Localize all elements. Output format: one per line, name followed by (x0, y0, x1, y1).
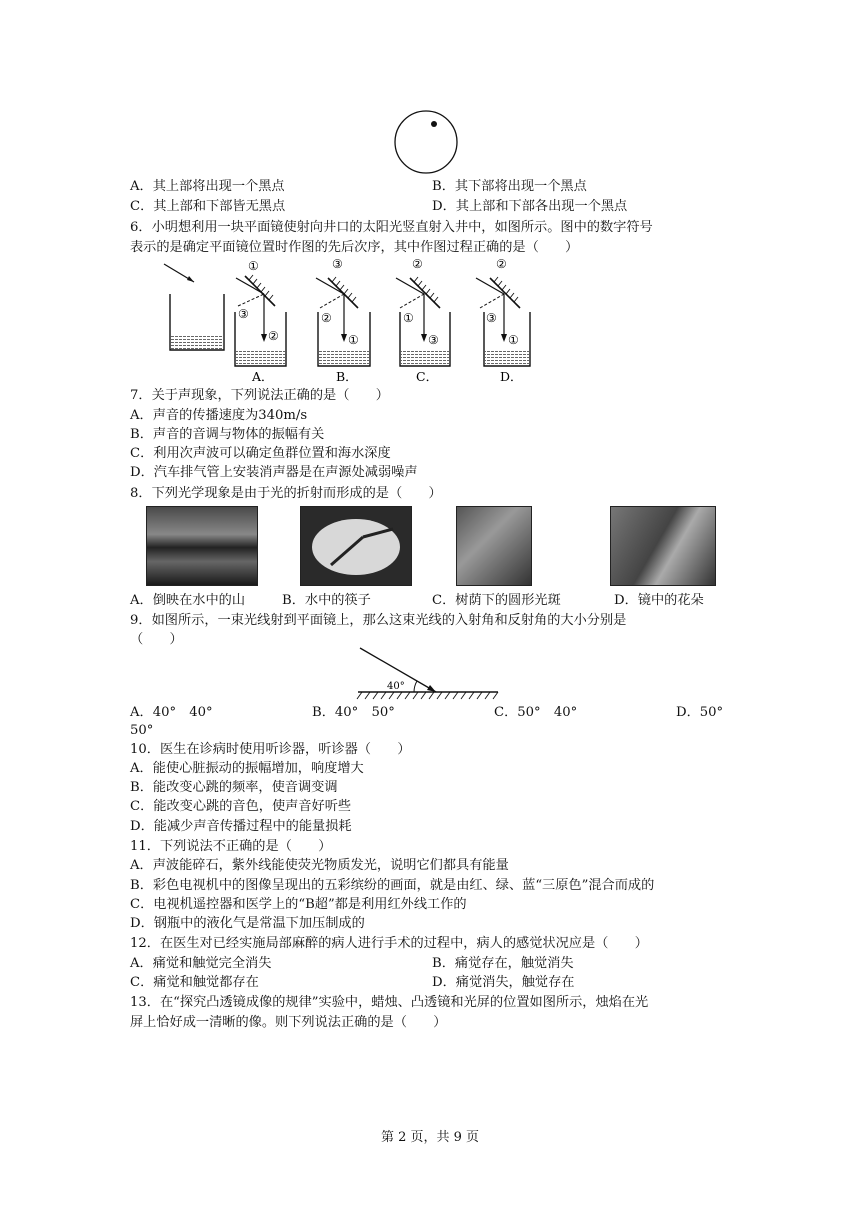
q8-photo-light-spots (456, 506, 532, 586)
q9-option-c: C．50° 40° (494, 705, 578, 720)
q7-option-a: A．声音的传播速度为340m/s (130, 408, 308, 423)
q6-a-mark-1: ① (248, 259, 259, 273)
q9-option-d: D．50° (676, 705, 724, 720)
q9-option-a: A．40° 40° (130, 705, 213, 720)
q6-d-mark-2: ③ (486, 311, 497, 325)
q8-option-d: D．镜中的花朵 (614, 593, 704, 608)
q9-stem-paren: （ ） (130, 632, 183, 647)
q6-label-c: C． (416, 369, 439, 384)
q9-stem: 9．如图所示，一束光线射到平面镜上，那么这束光线的入射角和反射角的大小分别是 (130, 613, 627, 628)
q11-option-a: A．声波能碎石，紫外线能使荧光物质发光，说明它们都具有能量 (130, 858, 509, 873)
q11-option-c: C．电视机遥控器和医学上的“B超”都是利用红外线工作的 (130, 897, 467, 912)
q5-option-d: D．其上部和下部各出现一个黑点 (432, 199, 628, 214)
q6-label-a: A． (252, 369, 274, 384)
q6-original-well (164, 264, 224, 350)
q7-option-d: D．汽车排气管上安装消声器是在声源处减弱噪声 (130, 465, 418, 480)
q8-photo-mountain-reflection (146, 506, 258, 586)
q8-option-c: C．树荫下的圆形光斑 (432, 593, 561, 608)
q6-option-c-figure (396, 257, 450, 366)
q6-stem-line1: 6．小明想利用一块平面镜使射向井口的太阳光竖直射入井中，如图所示。图中的数字符号 (130, 220, 653, 235)
page-footer: 第 2 页，共 9 页 (380, 1130, 480, 1145)
q6-stem-line2: 表示的是确定平面镜位置时作图的先后次序，其中作图过程正确的是（ ） (130, 240, 579, 255)
q6-option-a-figure (235, 259, 286, 366)
q13-stem-line1: 13．在“探究凸透镜成像的规律”实验中，蜡烛、凸透镜和光屏的位置如图所示，烛焰在光 (130, 995, 649, 1010)
q6-option-d-figure (476, 257, 530, 366)
q9-mirror-figure (354, 644, 504, 702)
q10-option-b: B．能改变心跳的频率，使音调变调 (130, 780, 338, 795)
q7-stem: 7．关于声现象，下列说法正确的是（ ） (130, 388, 389, 403)
q12-option-d: D．痛觉消失，触觉存在 (432, 975, 575, 990)
q12-option-c: C．痛觉和触觉都存在 (130, 975, 259, 990)
q6-label-d: D． (500, 369, 523, 384)
q11-option-d: D．钢瓶中的液化气是常温下加压制成的 (130, 916, 365, 931)
q6-a-mark-3: ② (268, 329, 279, 343)
q7-option-c: C．利用次声波可以确定鱼群位置和海水深度 (130, 446, 391, 461)
q6-b-mark-3: ① (348, 333, 359, 347)
q12-option-b: B．痛觉存在，触觉消失 (432, 956, 574, 971)
q9-option-b: B．40° 50° (312, 705, 395, 720)
q11-option-b: B．彩色电视机中的图像呈现出的五彩缤纷的画面，就是由红、绿、蓝“三原色”混合而成的 (130, 878, 655, 893)
q8-option-b: B．水中的筷子 (282, 593, 371, 608)
q6-b-mark-1: ③ (332, 257, 343, 271)
q6-c-mark-1: ② (412, 257, 423, 271)
q10-stem: 10．医生在诊病时使用听诊器，听诊器（ ） (130, 742, 411, 757)
q5-option-a: A．其上部将出现一个黑点 (130, 179, 285, 194)
q6-c-mark-3: ③ (428, 333, 439, 347)
q6-mirror-figure (160, 254, 540, 386)
q9-angle-label: 40° (387, 681, 405, 692)
q5-circle-figure (392, 108, 460, 176)
q5-option-c: C．其上部和下部皆无黑点 (130, 199, 286, 214)
q13-stem-line2: 屏上恰好成一清晰的像。则下列说法正确的是（ ） (130, 1015, 447, 1030)
q6-option-b-figure (316, 257, 370, 366)
q11-stem: 11．下列说法不正确的是（ ） (130, 839, 332, 854)
q6-d-mark-3: ① (508, 333, 519, 347)
q7-option-b: B．声音的音调与物体的振幅有关 (130, 427, 325, 442)
q5-option-b: B．其下部将出现一个黑点 (432, 179, 587, 194)
q6-label-b: B． (336, 369, 358, 384)
q8-stem: 8．下列光学现象是由于光的折射而形成的是（ ） (130, 486, 442, 501)
q9-option-d-cont: 50° (130, 723, 154, 738)
q8-photo-chopsticks-in-water (300, 506, 412, 586)
q6-c-mark-2: ① (403, 311, 414, 325)
q8-option-a: A．倒映在水中的山 (130, 593, 246, 608)
q12-option-a: A．痛觉和触觉完全消失 (130, 956, 272, 971)
q10-option-d: D．能减少声音传播过程中的能量损耗 (130, 819, 352, 834)
q6-a-mark-2: ③ (238, 307, 249, 321)
q10-option-c: C．能改变心跳的音色，使声音好听些 (130, 799, 352, 814)
q10-option-a: A．能使心脏振动的振幅增加，响度增大 (130, 761, 364, 776)
q12-stem: 12．在医生对已经实施局部麻醉的病人进行手术的过程中，病人的感觉状况应是（ ） (130, 936, 648, 951)
q8-photo-mirror-flower (610, 506, 716, 586)
q6-d-mark-1: ② (496, 257, 507, 271)
q6-b-mark-2: ② (321, 311, 332, 325)
